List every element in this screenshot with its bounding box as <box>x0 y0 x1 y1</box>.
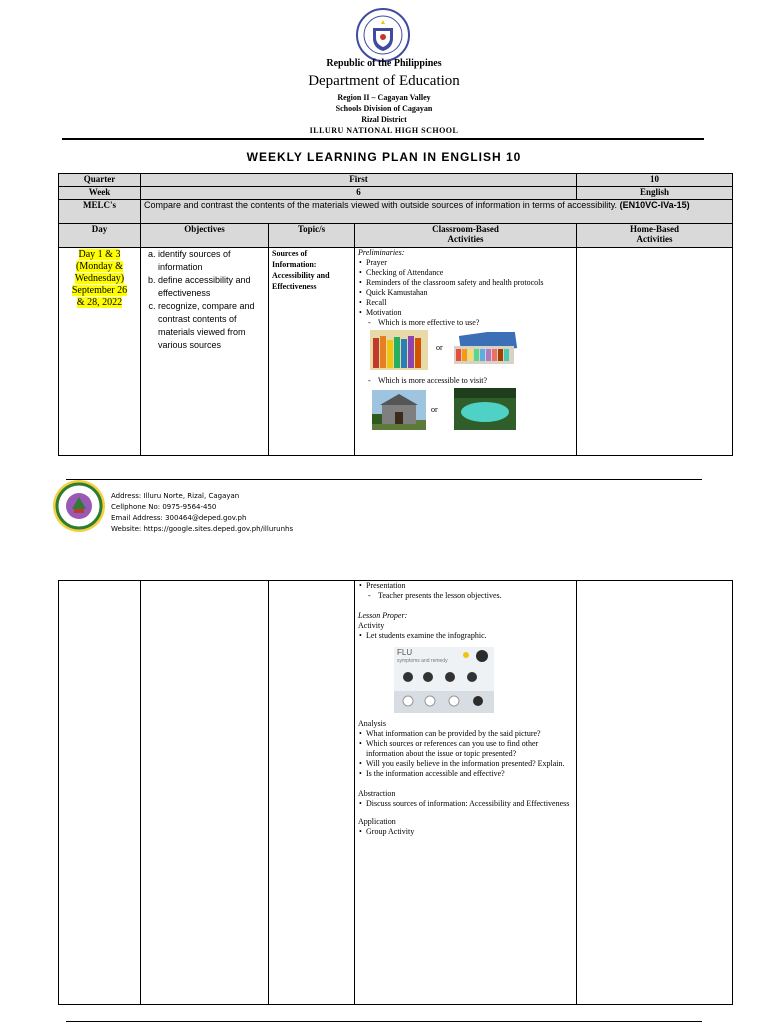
day-line: (Monday & <box>76 261 123 272</box>
presentation-item: • Presentation <box>366 581 573 591</box>
motivation-images-2 <box>358 388 573 432</box>
abstraction-heading: Abstraction <box>358 789 396 798</box>
department-line: Department of Education <box>308 73 460 89</box>
week-value: 6 <box>141 187 577 200</box>
melc-text: Compare and contrast the contents of the materials viewed with outside sources of information in terms of accessibility. (EN10VC-IVa-15) <box>141 200 733 224</box>
col-home: Home-Based Activities <box>577 224 733 248</box>
day-line: September 26 <box>71 285 128 296</box>
infographic-title: FLU <box>397 648 413 657</box>
district-line: Rizal District <box>361 115 407 124</box>
preliminary-item: • Checking of Attendance <box>366 268 573 278</box>
quarter-value: First <box>141 174 577 187</box>
grade-value: 10 <box>577 174 733 187</box>
objective-item: b. define accessibility and effectiveness <box>158 274 265 300</box>
learning-plan-table <box>58 173 733 456</box>
preliminary-item: • Quick Kamustahan <box>366 288 573 298</box>
classroom-activities-cell-continued <box>355 581 577 1005</box>
website-line: Website: https://google.sites.deped.gov.ph/illurunhs <box>111 525 294 533</box>
footer-divider <box>66 479 702 480</box>
bottom-divider <box>66 1021 702 1022</box>
analysis-heading: Analysis <box>358 719 386 728</box>
analysis-item: • What information can be provided by the said picture? <box>366 729 573 739</box>
preliminary-item: • Reminders of the classroom safety and health protocols <box>366 278 573 288</box>
or-label: or <box>436 343 443 352</box>
learning-plan-table-continued <box>58 580 733 1005</box>
presentation-subitem: - Teacher presents the lesson objectives. <box>368 591 573 601</box>
home-activities-cell-continued <box>577 581 733 1005</box>
application-heading: Application <box>358 817 396 826</box>
objective-item: c. recognize, compare and contrast contents of materials viewed from various sources <box>158 300 265 352</box>
classroom-activities-cell <box>355 248 577 456</box>
day-cell-continued <box>59 581 141 1005</box>
home-activities-cell <box>577 248 733 456</box>
activity-item: • Let students examine the infographic. <box>366 631 573 641</box>
pastels-image <box>454 332 520 368</box>
deped-seal-logo <box>356 8 410 62</box>
objectives-cell-continued <box>141 581 269 1005</box>
activity-heading: Activity <box>358 621 385 630</box>
analysis-item: • Is the information accessible and effective? <box>366 769 573 779</box>
preliminary-item: • Recall <box>366 298 573 308</box>
day-line: Wednesday) <box>74 273 125 284</box>
analysis-item: • Which sources or references can you use to find other information about the issue or topic presented? <box>366 739 573 759</box>
preliminary-item: • Prayer <box>366 258 573 268</box>
week-label: Week <box>59 187 141 200</box>
address-line: Address: Illuru Norte, Rizal, Cagayan <box>111 492 240 500</box>
crayons-image <box>370 330 428 370</box>
division-line: Schools Division of Cagayan <box>335 104 433 113</box>
email-line: Email Address: 300464@deped.gov.ph <box>111 514 247 522</box>
school-line: ILLURU NATIONAL HIGH SCHOOL <box>309 126 459 135</box>
preliminary-item: • Motivation <box>366 308 573 318</box>
school-seal-logo <box>52 479 106 533</box>
header-divider <box>62 138 704 140</box>
topic-cell-continued <box>269 581 355 1005</box>
analysis-item: • Will you easily believe in the information presented? Explain. <box>366 759 573 769</box>
objectives-cell <box>141 248 269 456</box>
col-topics: Topic/s <box>269 224 355 248</box>
flu-infographic <box>394 647 494 713</box>
infographic-subtitle: symptoms and remedy <box>397 658 448 664</box>
col-day: Day <box>59 224 141 248</box>
region-line: Region II – Cagayan Valley <box>337 93 431 102</box>
day-line: Day 1 & 3 <box>78 249 121 260</box>
republic-line: Republic of the Philippines <box>326 58 442 69</box>
melc-label: MELC's <box>59 200 141 224</box>
motivation-images-1 <box>358 330 573 372</box>
day-cell <box>59 248 141 456</box>
motivation-question-2: - Which is more accessible to visit? <box>368 376 573 386</box>
motivation-question-1: - Which is more effective to use? <box>368 318 573 328</box>
application-item: • Group Activity <box>366 827 573 837</box>
infographic-figures <box>394 647 494 713</box>
school-address-block <box>111 491 293 535</box>
church-image <box>372 390 426 430</box>
plan-title: WEEKLY LEARNING PLAN IN ENGLISH 10 <box>246 150 522 164</box>
day-line: & 28, 2022 <box>76 297 123 308</box>
quarter-label: Quarter <box>59 174 141 187</box>
topic-cell: Sources of Information: Accessibility and Effectiveness <box>269 248 355 456</box>
area-value: English <box>577 187 733 200</box>
phone-line: Cellphone No: 0975-9564-450 <box>111 503 217 511</box>
objective-item: a. identify sources of information <box>158 248 265 274</box>
col-objectives: Objectives <box>141 224 269 248</box>
col-classroom: Classroom-Based Activities <box>355 224 577 248</box>
lesson-proper-heading: Lesson Proper: <box>358 611 408 620</box>
or-label: or <box>431 405 438 414</box>
preliminaries-heading: Preliminaries: <box>358 248 405 257</box>
spring-pool-image <box>454 388 516 430</box>
abstraction-item: • Discuss sources of information: Accessibility and Effectiveness <box>366 799 573 809</box>
